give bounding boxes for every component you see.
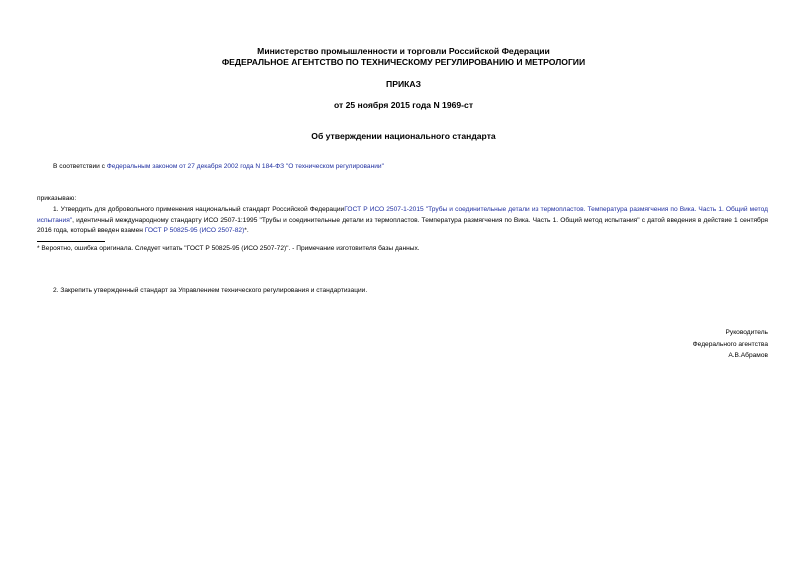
signature-organization: Федерального агентства xyxy=(692,340,768,348)
item-1-text-a: 1. Утвердить для добровольного применения национальный стандарт Российской Федерации xyxy=(53,206,345,213)
agency-title: ФЕДЕРАЛЬНОЕ АГЕНТСТВО ПО ТЕХНИЧЕСКОМУ РЕГУЛИРОВАНИЮ И МЕТРОЛОГИИ xyxy=(221,57,586,67)
signature-block xyxy=(693,327,768,362)
signature-position: Руководитель xyxy=(725,329,768,336)
preamble xyxy=(53,162,384,173)
ministry-title: Министерство промышленности и торговли Российской Федерации xyxy=(257,46,550,56)
item-1-paragraph xyxy=(37,205,768,237)
doc-subject: Об утверждении национального стандарта xyxy=(311,131,496,141)
order-word: приказываю: xyxy=(37,195,77,202)
footnote-text: * Вероятно, ошибка оригинала. Следует читать "ГОСТ Р 50825-95 (ИСО 2507-72)". - Примечание изготовителя базы данных. xyxy=(37,245,420,252)
signature-name: А.В.Абрамов xyxy=(728,352,768,359)
gost-link[interactable]: ГОСТ Р ИСО 2507-1-2015 "Трубы и соединительные детали из термопластов. Температура размягчения по Вика. Часть 1. Общий метод испытания" xyxy=(37,206,768,224)
footnote-mark: * xyxy=(244,227,247,234)
doc-date-number: от 25 ноября 2015 года N 1969-ст xyxy=(333,100,474,110)
item-1-text-b: , идентичный международному стандарту ИСО 2507-1:1995 "Трубы и соединительные детали из термопластов. Температура размягчения по Вика. Часть 1. Общий метод испытания" с датой введения в действие 1 сентября 2016 года, который введен взамен xyxy=(37,216,768,234)
doc-type-title: ПРИКАЗ xyxy=(386,79,421,89)
old-gost-link[interactable]: ГОСТ Р 50825-95 (ИСО 2507-82) xyxy=(144,227,245,234)
law-link[interactable]: Федеральным законом от 27 декабря 2002 года N 184-ФЗ "О техническом регулировании" xyxy=(106,163,384,170)
item-2-paragraph: 2. Закрепить утвержденный стандарт за Управлением технического регулирования и стандартизации. xyxy=(53,287,368,294)
footnote-divider xyxy=(37,241,105,242)
preamble-prefix: В соответствии с xyxy=(53,163,107,170)
item-1-text-end: . xyxy=(246,227,249,234)
